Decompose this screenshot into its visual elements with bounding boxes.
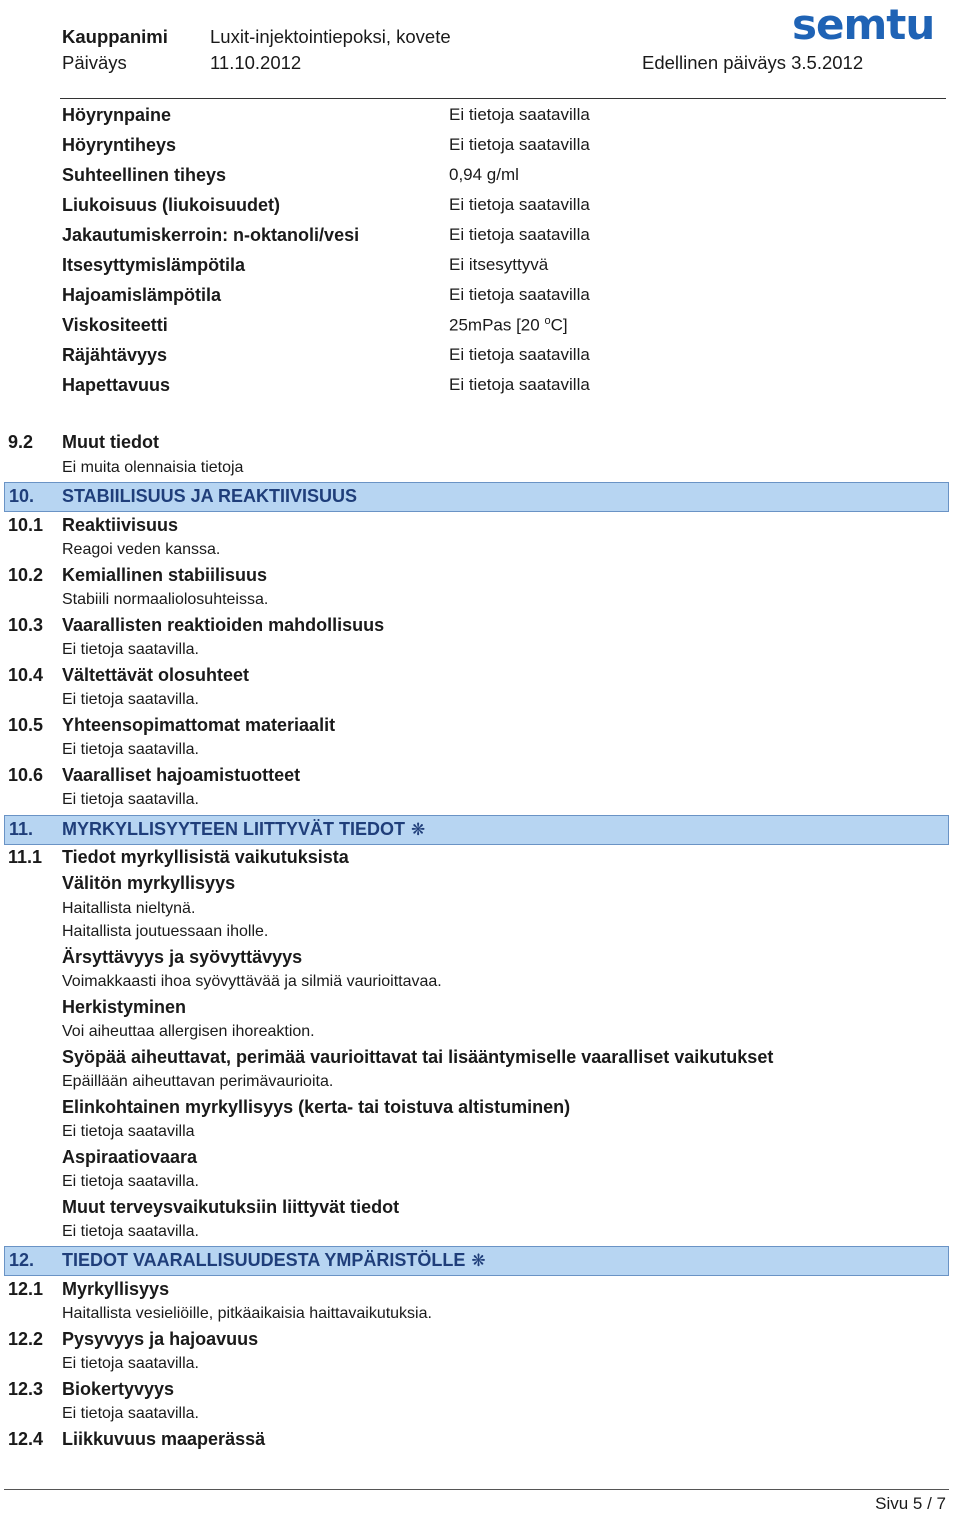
section-header-12 [4, 1246, 949, 1276]
sensitization-title: Herkistyminen [62, 997, 187, 1017]
property-row [62, 315, 662, 345]
property-row [62, 255, 662, 285]
asterisk-icon: ❋ [411, 820, 426, 839]
section-title [62, 819, 425, 840]
section-title-text: MYRKYLLISYYTEEN LIITTYVÄT TIEDOT [62, 819, 406, 839]
subsection-title: Myrkyllisyys [62, 1279, 170, 1299]
trade-name-value: Luxit-injektointiepoksi, kovete [210, 26, 451, 47]
subsection-number: 12.3 [8, 1379, 44, 1399]
subsection-text: Haitallista vesieliöille, pitkäaikaisia haittavaikutuksia. [62, 1305, 432, 1322]
subsection-text: Ei tietoja saatavilla. [62, 1355, 199, 1372]
subsection-text: Ei muita olennaisia tietoja [62, 459, 244, 476]
property-name: Räjähtävyys [62, 345, 168, 365]
property-row [62, 225, 662, 255]
previous-date: Edellinen päiväys 3.5.2012 [642, 52, 864, 73]
property-value: Ei tietoja saatavilla [449, 285, 590, 304]
subsection-number: 9.2 [8, 432, 34, 452]
property-name: Jakautumiskerroin: n-oktanoli/vesi [62, 225, 360, 245]
property-name: Suhteellinen tiheys [62, 165, 227, 185]
viscosity-prefix: 25mPas [20 [449, 315, 545, 335]
subsection-title: Vältettävät olosuhteet [62, 665, 250, 685]
section-title-text: TIEDOT VAARALLISUUDESTA YMPÄRISTÖLLE [62, 1250, 466, 1270]
aspiration-text: Ei tietoja saatavilla. [62, 1173, 199, 1190]
property-value: Ei itsesyttyvä [449, 255, 549, 274]
subsection-title: Biokertyvyys [62, 1379, 175, 1399]
section-title: STABIILISUUS JA REAKTIIVISUUS [62, 486, 358, 506]
trade-name-label: Kauppanimi [62, 26, 168, 47]
property-name: Itsesyttymislämpötila [62, 255, 246, 275]
property-row [62, 135, 662, 165]
property-row [62, 375, 662, 405]
date-label: Päiväys [62, 52, 127, 73]
subsection-text: Reagoi veden kanssa. [62, 541, 221, 558]
cmr-title: Syöpää aiheuttavat, perimää vaurioittavat tai lisääntymiselle vaaralliset vaikutukset [62, 1047, 774, 1067]
section-title [62, 1250, 486, 1271]
property-row [62, 195, 662, 225]
subsection-number: 10.3 [8, 615, 44, 635]
property-name: Hapettavuus [62, 375, 171, 395]
subsection-title: Pysyvyys ja hajoavuus [62, 1329, 259, 1349]
stot-title: Elinkohtainen myrkyllisyys (kerta- tai toistuva altistuminen) [62, 1097, 571, 1117]
asterisk-icon: ❋ [471, 1251, 486, 1270]
irritation-title: Ärsyttävyys ja syövyttävyys [62, 947, 303, 967]
property-value: Ei tietoja saatavilla [449, 105, 590, 124]
subsection-text: Stabiili normaaliolosuhteissa. [62, 591, 269, 608]
property-name: Viskositeetti [62, 315, 168, 335]
subsection-text: Ei tietoja saatavilla. [62, 691, 199, 708]
property-value: Ei tietoja saatavilla [449, 195, 590, 214]
property-row [62, 105, 662, 135]
subsection-number: 12.4 [8, 1429, 44, 1449]
cmr-text: Epäillään aiheuttavan perimävaurioita. [62, 1073, 334, 1090]
sensitization-text: Voi aiheuttaa allergisen ihoreaktion. [62, 1023, 315, 1040]
property-value: 0,94 g/ml [449, 165, 519, 184]
subsection-title: Tiedot myrkyllisistä vaikutuksista [62, 847, 349, 867]
property-row [62, 285, 662, 315]
property-name: Höyryntiheys [62, 135, 177, 155]
subsection-number: 10.5 [8, 715, 44, 735]
property-name: Hajoamislämpötila [62, 285, 222, 305]
subsection-number: 10.4 [8, 665, 44, 685]
property-value: Ei tietoja saatavilla [449, 135, 590, 154]
header-divider [60, 98, 946, 99]
subsection-title: Yhteensopimattomat materiaalit [62, 715, 336, 735]
subsection-text: Ei tietoja saatavilla. [62, 791, 199, 808]
property-value: Ei tietoja saatavilla [449, 345, 590, 364]
other-health-text: Ei tietoja saatavilla. [62, 1223, 199, 1240]
subsection-text: Ei tietoja saatavilla. [62, 741, 199, 758]
footer-divider [4, 1489, 949, 1490]
subsection-number: 12.2 [8, 1329, 44, 1349]
acute-toxicity-text-2: Haitallista joutuessaan iholle. [62, 923, 269, 940]
other-health-title: Muut terveysvaikutuksiin liittyvät tiedot [62, 1197, 400, 1217]
subsection-title: Kemiallinen stabiilisuus [62, 565, 268, 585]
section-number: 11. [9, 819, 34, 839]
acute-toxicity-title: Välitön myrkyllisyys [62, 873, 236, 893]
degree-sup: o [544, 315, 551, 327]
section-header-10 [4, 482, 949, 512]
subsection-title: Vaarallisten reaktioiden mahdollisuus [62, 615, 385, 635]
property-value: Ei tietoja saatavilla [449, 375, 590, 394]
section-header-11 [4, 815, 949, 845]
page-number: Sivu 5 / 7 [875, 1494, 946, 1513]
acute-toxicity-text-1: Haitallista nieltynä. [62, 900, 196, 917]
property-value: Ei tietoja saatavilla [449, 225, 590, 244]
semtu-logo: semtu [792, 0, 935, 49]
aspiration-title: Aspiraatiovaara [62, 1147, 198, 1167]
stot-text: Ei tietoja saatavilla [62, 1123, 195, 1140]
section-number: 12. [9, 1250, 35, 1270]
property-value [449, 315, 568, 336]
subsection-number: 11.1 [8, 847, 43, 867]
property-row [62, 165, 662, 195]
property-row [62, 345, 662, 375]
property-name: Liukoisuus (liukoisuudet) [62, 195, 281, 215]
subsection-text: Ei tietoja saatavilla. [62, 641, 199, 658]
viscosity-suffix: C] [550, 315, 568, 335]
subsection-number: 12.1 [8, 1279, 44, 1299]
subsection-title: Muut tiedot [62, 432, 159, 452]
subsection-number: 10.6 [8, 765, 44, 785]
subsection-title: Reaktiivisuus [62, 515, 179, 535]
date-value: 11.10.2012 [210, 52, 302, 73]
subsection-number: 10.1 [8, 515, 44, 535]
subsection-title: Vaaralliset hajoamistuotteet [62, 765, 301, 785]
subsection-title: Liikkuvuus maaperässä [62, 1429, 266, 1449]
irritation-text: Voimakkaasti ihoa syövyttävää ja silmiä vaurioittavaa. [62, 973, 442, 990]
subsection-text: Ei tietoja saatavilla. [62, 1405, 199, 1422]
property-name: Höyrynpaine [62, 105, 172, 125]
subsection-number: 10.2 [8, 565, 44, 585]
section-number: 10. [9, 486, 35, 506]
